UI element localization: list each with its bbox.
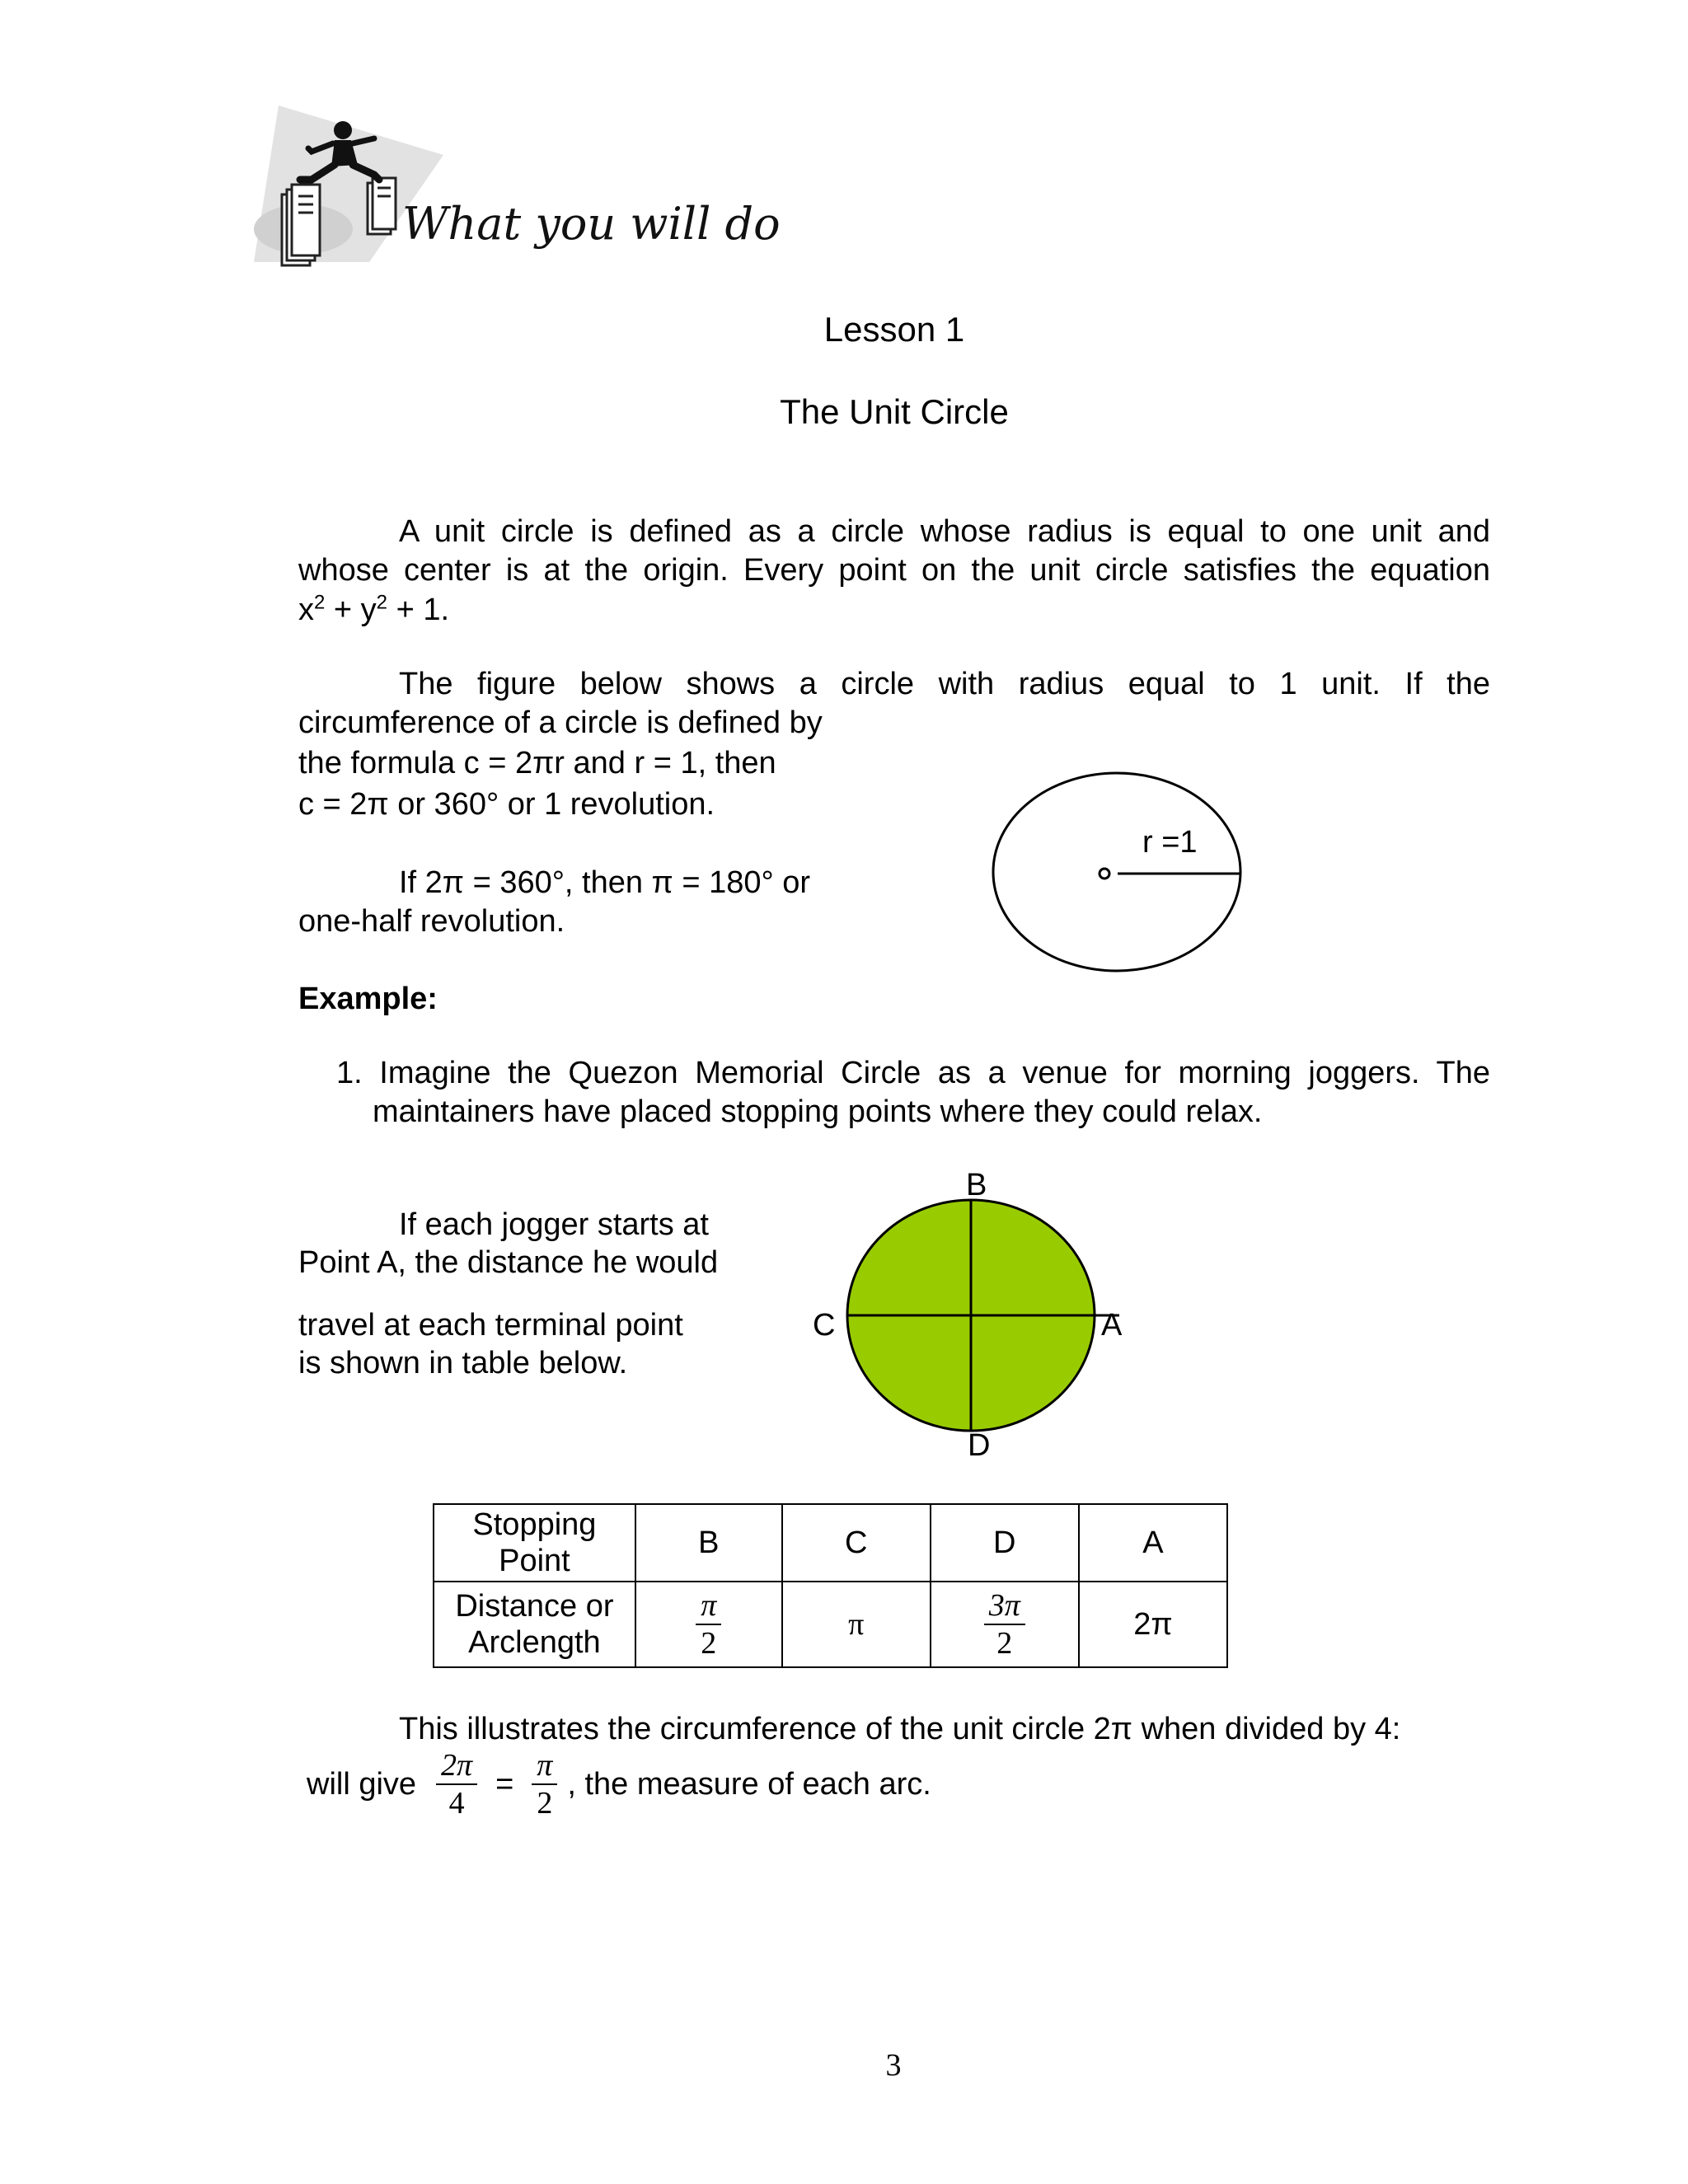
fraction-bar xyxy=(984,1624,1025,1625)
fraction-denominator: 2 xyxy=(996,1626,1013,1661)
point-c-label: C xyxy=(813,1308,836,1343)
example-side-line-3: travel at each terminal point xyxy=(298,1308,683,1343)
paragraph-3-line-2: one-half revolution. xyxy=(298,904,565,939)
conclusion-prefix: will give xyxy=(307,1767,417,1802)
header-text-line: Arclength xyxy=(468,1625,601,1660)
header-clipart-icon xyxy=(246,97,443,279)
table-cell-point: B xyxy=(635,1504,782,1582)
fraction-denominator: 2 xyxy=(537,1786,553,1821)
table-cell-point: A xyxy=(1079,1504,1227,1582)
jogging-circle-figure xyxy=(844,1197,1121,1434)
point-b-label: B xyxy=(966,1168,987,1202)
table-cell-point: C xyxy=(782,1504,931,1582)
paragraph-2-line-2: circumference of a circle is defined by xyxy=(298,705,823,740)
unit-circle-figure xyxy=(989,766,1253,997)
paragraph-2-line-3: the formula c = 2πr and r = 1, then xyxy=(298,746,776,780)
paragraph-2-line-1: The figure below shows a circle with radius equal to 1 unit. If the xyxy=(399,667,1490,701)
fraction-numerator: π xyxy=(537,1748,553,1783)
section-header-title: What you will do xyxy=(402,198,781,250)
table-cell-distance xyxy=(635,1582,782,1667)
table-cell-point: D xyxy=(931,1504,1079,1582)
fraction-numerator: π xyxy=(701,1588,717,1623)
example-item-1-line-1: 1. Imagine the Quezon Memorial Circle as a venue for morning joggers. The xyxy=(336,1056,1490,1090)
paragraph-1-line-2: whose center is at the origin. Every point on the unit circle satisfies the equation xyxy=(298,553,1490,588)
fraction-bar xyxy=(436,1783,477,1785)
table-header-stopping-point xyxy=(434,1504,635,1582)
example-side-line-2: Point A, the distance he would xyxy=(298,1245,719,1280)
example-side-line-4: is shown in table below. xyxy=(298,1346,628,1380)
stopping-points-table xyxy=(433,1503,1228,1668)
header-text-line: Point xyxy=(499,1544,570,1578)
fraction-two-pi-over-four xyxy=(436,1749,477,1820)
fraction-bar xyxy=(532,1783,557,1785)
table-header-distance xyxy=(434,1582,635,1667)
paragraph-1-line-1: A unit circle is defined as a circle whose radius is equal to one unit and xyxy=(399,514,1490,549)
paragraph-1-line-3: $x^2 + y^2 + 1$. xyxy=(298,591,450,627)
table-row xyxy=(434,1504,1227,1582)
header-text-line: Distance or xyxy=(455,1589,614,1624)
equals-sign: = xyxy=(495,1767,514,1802)
conclusion-suffix: , the measure of each arc. xyxy=(567,1767,931,1802)
lesson-title: The Unit Circle xyxy=(780,392,1009,431)
table-cell-distance: π xyxy=(782,1582,931,1667)
point-d-label: D xyxy=(968,1428,991,1463)
header-text-line: Stopping xyxy=(472,1507,597,1542)
table-cell-distance xyxy=(931,1582,1079,1667)
table-cell-distance: 2π xyxy=(1079,1582,1227,1667)
unit-circle-outline xyxy=(993,773,1240,971)
radius-label: r =1 xyxy=(1142,825,1198,860)
example-side-line-1: If each jogger starts at xyxy=(399,1207,709,1242)
paragraph-3-line-1: If 2π = 360°, then π = 180° or xyxy=(399,865,811,900)
lesson-number: Lesson 1 xyxy=(823,310,965,349)
fraction-denominator: 2 xyxy=(701,1626,717,1661)
paragraph-2-line-4: c = 2π or 360° or 1 revolution. xyxy=(298,787,715,822)
conclusion-line-2 xyxy=(307,1749,931,1820)
page-number: 3 xyxy=(885,2048,902,2083)
example-heading: Example: xyxy=(298,982,438,1016)
table-row xyxy=(434,1582,1227,1667)
fraction-numerator: 3π xyxy=(988,1588,1020,1623)
conclusion-line-1: This illustrates the circumference of the unit circle 2π when divided by 4: xyxy=(399,1712,1401,1746)
fraction-numerator: 2π xyxy=(441,1748,473,1783)
fraction xyxy=(696,1589,721,1660)
fraction xyxy=(984,1589,1025,1660)
point-a-label: A xyxy=(1101,1308,1123,1343)
fraction-bar xyxy=(696,1624,721,1625)
example-item-1-line-2: maintainers have placed stopping points where they could relax. xyxy=(373,1094,1263,1129)
fraction-denominator: 4 xyxy=(448,1786,465,1821)
fraction-pi-over-two xyxy=(532,1749,557,1820)
